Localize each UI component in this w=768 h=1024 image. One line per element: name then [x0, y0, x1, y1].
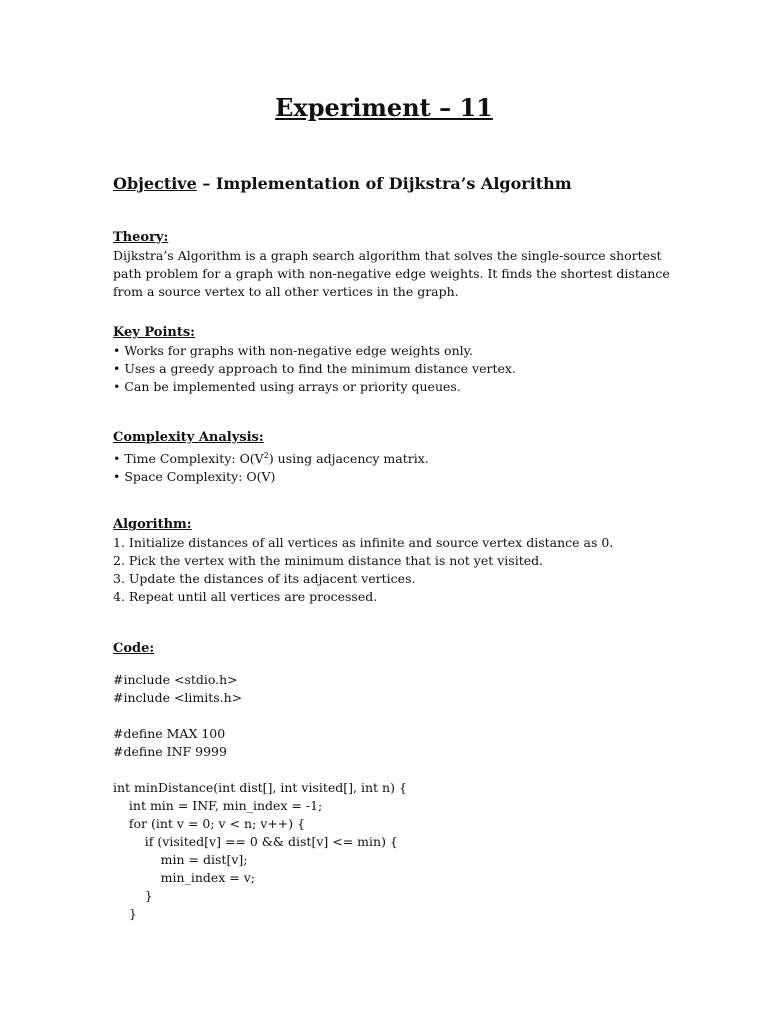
- code-line: for (int v = 0; v < n; v++) {: [113, 816, 306, 831]
- key-point-item: • Works for graphs with non-negative edge weights only.: [113, 343, 474, 358]
- objective-label: Objective: [113, 174, 197, 193]
- code-line: #define INF 9999: [113, 744, 227, 759]
- code-line: }: [113, 906, 137, 921]
- objective-line: [113, 172, 572, 196]
- key-points-section: [113, 324, 673, 396]
- code-line: min_index = v;: [113, 870, 256, 885]
- page-title: Experiment – 11: [275, 93, 493, 122]
- algorithm-step: 4. Repeat until all vertices are processed.: [113, 589, 378, 604]
- complexity-section: [113, 429, 673, 486]
- code-line: [113, 707, 407, 725]
- code-line: [113, 761, 407, 779]
- space-complexity: • Space Complexity: O(V): [113, 469, 276, 485]
- code-section: [113, 640, 673, 658]
- time-complexity: [113, 447, 673, 468]
- algorithm-heading: Algorithm:: [113, 517, 192, 532]
- complexity-heading: Complexity Analysis:: [113, 430, 264, 445]
- key-points-heading: Key Points:: [113, 325, 195, 340]
- time-complexity-prefix: • Time Complexity: O(V: [113, 451, 264, 467]
- code-line: min = dist[v];: [113, 852, 248, 867]
- theory-text: Dijkstra’s Algorithm is a graph search algorithm that solves the single-source shortest path problem for a graph with non-negative edge weights. It finds the shortest distance from a source vertex to all other vertices in the graph.: [113, 248, 670, 299]
- algorithm-step: 2. Pick the vertex with the minimum distance that is not yet visited.: [113, 553, 544, 568]
- algorithm-step: 1. Initialize distances of all vertices as infinite and source vertex distance as 0.: [113, 535, 614, 550]
- code-line: #include <limits.h>: [113, 690, 243, 705]
- key-point-item: • Can be implemented using arrays or priority queues.: [113, 379, 461, 394]
- code-line: int minDistance(int dist[], int visited[], int n) {: [113, 780, 407, 795]
- code-heading: Code:: [113, 641, 155, 656]
- code-line: if (visited[v] == 0 && dist[v] <= min) {: [113, 834, 398, 849]
- theory-section: [113, 229, 673, 301]
- code-line: #include <stdio.h>: [113, 672, 238, 687]
- code-line: #define MAX 100: [113, 726, 226, 741]
- algorithm-step: 3. Update the distances of its adjacent vertices.: [113, 571, 416, 586]
- code-line: }: [113, 888, 153, 903]
- time-complexity-exponent: 2: [263, 451, 269, 460]
- theory-heading: Theory:: [113, 230, 169, 245]
- objective-text: – Implementation of Dijkstra’s Algorithm: [196, 174, 572, 193]
- code-block: [113, 671, 407, 923]
- code-line: int min = INF, min_index = -1;: [113, 798, 323, 813]
- key-point-item: • Uses a greedy approach to find the minimum distance vertex.: [113, 361, 516, 376]
- time-complexity-suffix: ) using adjacency matrix.: [268, 451, 429, 467]
- algorithm-section: [113, 516, 673, 606]
